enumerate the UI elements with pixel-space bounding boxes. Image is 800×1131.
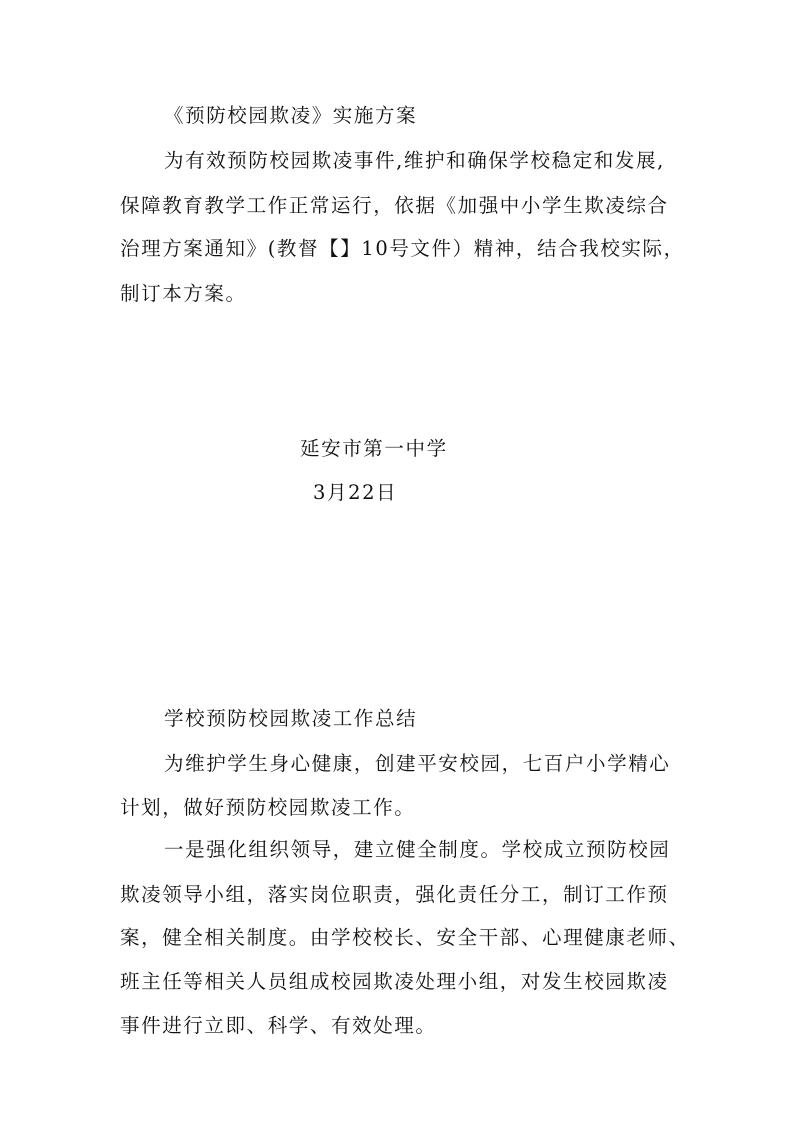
section2-para2-line3: 案，健全相关制度。由学校校长、安全干部、心理健康老师、 — [120, 926, 690, 949]
section1-para1-line2: 保障教育教学工作正常运行，依据《加强中小学生欺凌综合 — [120, 194, 669, 217]
section1-para1-line1: 为有效预防校园欺凌事件,维护和确保学校稳定和发展, — [164, 149, 665, 172]
section2-para2-line4: 班主任等相关人员组成校园欺凌处理小组，对发生校园欺凌 — [120, 970, 669, 993]
section2-para1-line1: 为维护学生身心健康，创建平安校园，七百户小学精心 — [164, 752, 671, 775]
section2-para2-line2: 欺凌领导小组，落实岗位职责，强化责任分工，制订工作预 — [120, 883, 669, 906]
signature-date: 3月22日 — [313, 481, 398, 504]
signature-org: 延安市第一中学 — [300, 437, 448, 460]
section2-title: 学校预防校园欺凌工作总结 — [164, 707, 418, 730]
section1-title: 《预防校园欺凌》实施方案 — [164, 104, 418, 127]
section1-para1-line4: 制订本方案。 — [120, 282, 247, 305]
section2-para2-line1: 一是强化组织领导，建立健全制度。学校成立预防校园 — [164, 838, 671, 861]
section1-para1-line3: 治理方案通知》(教督【】10号文件）精神，结合我校实际， — [120, 237, 685, 260]
section2-para2-line5: 事件进行立即、科学、有效处理。 — [120, 1014, 437, 1037]
section2-para1-line2: 计划，做好预防校园欺凌工作。 — [120, 796, 416, 819]
